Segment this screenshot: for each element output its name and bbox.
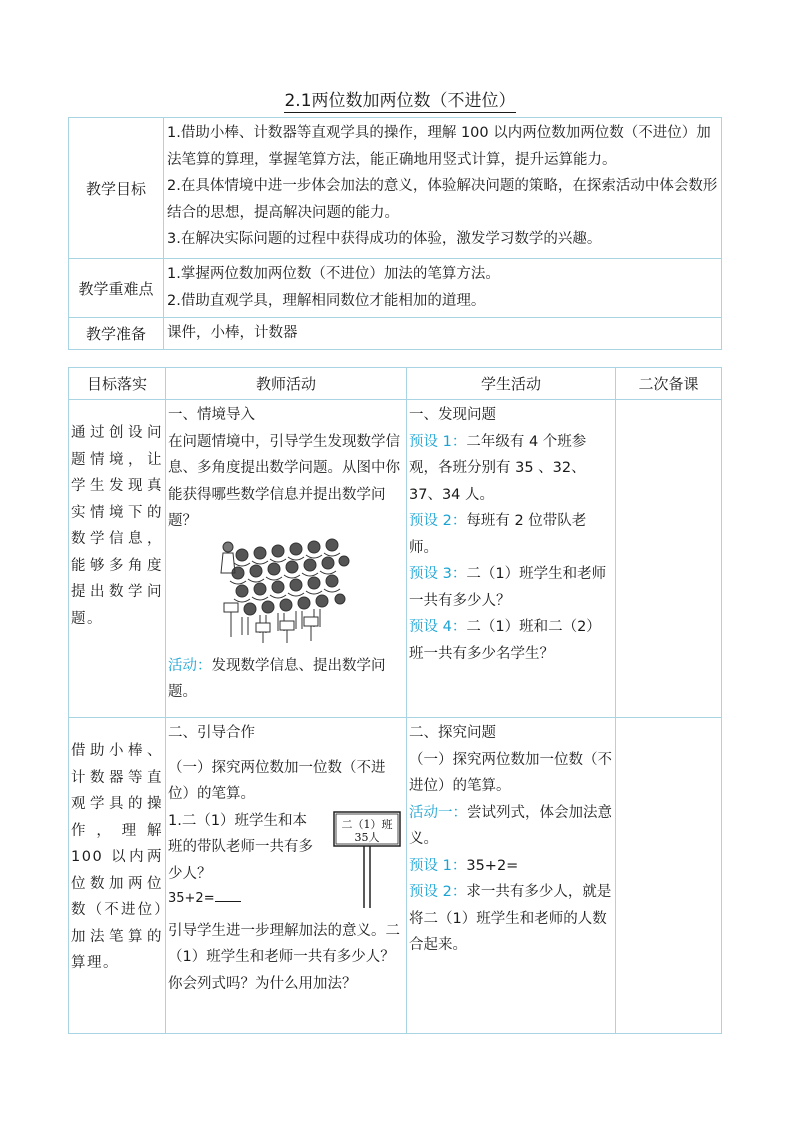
row2-student-preset-2 [409,879,613,959]
key-label: 教学重难点 [69,259,164,318]
class-sign-svg [322,808,404,918]
preset-label: 预设 2： [409,884,467,900]
row2-student-activity [409,800,613,853]
row2-goal [69,718,166,1034]
prep-content: 课件，小棒，计数器 [164,318,722,350]
goal-item: 2.在具体情境中进一步体会加法的意义，体验解决问题的策略，在探索活动中体会数形结合的思想，提高解决问题的能力。 [167,178,718,221]
row2-teacher-question: 1.二（1）班学生和本班的带队老师一共有多少人？ [168,812,313,882]
row1-teacher-title: 一、情境导入 [168,407,255,423]
activity-label: 活动： [168,657,212,674]
preset-label: 预设 4： [409,619,467,635]
row2-teacher-text: 引导学生进一步理解加法的意义。二（1）班学生和老师一共有多少人？你会列式吗？为什么用加法？ [168,922,400,992]
preset-label: 预设 1： [409,857,467,874]
row1-notes [616,400,722,718]
row1-goal [69,400,166,718]
goals-label: 教学目标 [69,118,164,259]
row2-goal-text: 借助小棒、计数器等直观学具的操作，理解 100 以内两位数加两位数（不进位）加法笔算的算理。 [71,743,163,971]
plan-table [68,117,722,350]
prep-label: 教学准备 [69,318,164,350]
row1-teacher [166,400,407,718]
formula-text: 35+2= [168,891,215,906]
page-title: 2.1两位数加两位数（不进位） [284,91,516,111]
header-student: 学生活动 [407,368,616,400]
row2-teacher-sub: （一）探究两位数加一位数（不进位）的笔算。 [168,759,386,802]
student-preset-2 [409,508,613,561]
student-preset-4 [409,614,613,667]
row2-student [407,718,616,1034]
row1-student-title: 一、发现问题 [409,407,496,423]
sign-line-2: 35人 [354,830,380,844]
preset-label: 预设 1： [409,433,467,450]
goal-item: 3.在解决实际问题的过程中获得成功的体验，激发学习数学的兴趣。 [167,231,602,247]
row2-student-title: 二、探究问题 [409,725,496,741]
header-teacher: 教师活动 [166,368,407,400]
sign-line-1: 二（1）班 [341,817,393,831]
row2-student-sub: （一）探究两位数加一位数（不进位）的笔算。 [409,751,612,794]
key-item: 2.借助直观学具，理解相同数位才能相加的道理。 [167,292,486,309]
student-preset-3 [409,561,613,614]
class-sign [322,808,404,918]
preset-text: 每班有 2 位带队老师。 [409,513,587,556]
key-content [164,259,722,318]
goals-content [164,118,722,259]
preset-text: 二年级有 4 个班参观，各班分别有 35 、32、37、34 人。 [409,433,587,503]
preset-text: 求一共有多少人，就是将二（1）班学生和老师的人数合起来。 [409,884,612,953]
process-table [68,367,722,1034]
class-visit-illustration [220,537,352,647]
preset-text: 二（1）班学生和老师一共有多少人？ [409,566,607,609]
answer-blank [215,887,241,902]
goal-item: 1.借助小棒、计数器等直观学具的操作，理解 100 以内两位数加两位数（不进位）加法笔算的算理，掌握笔算方法，能正确地用竖式计算，提升运算能力。 [167,125,711,168]
row2-notes [616,718,722,1034]
row1-teacher-activity [168,653,404,706]
row1-goal-text: 通过创设问题情境，让学生发现真实情境下的数学信息，能够多角度提出数学问题。 [71,425,163,627]
header-notes: 二次备课 [616,368,722,400]
student-preset-1 [409,429,613,509]
preset-text: 35+2= [466,857,519,874]
row1-teacher-text: 在问题情境中，引导学生发现数学信息、多角度提出数学问题。从图中你能获得哪些数学信息并提出数学问题？ [168,433,400,529]
header-goal: 目标落实 [69,368,166,400]
preset-label: 预设 3： [409,566,467,582]
preset-text: 二（1）班和二（2）班一共有多少名学生？ [409,619,601,662]
activity-label: 活动一： [409,804,467,821]
activity-text: 尝试列式，体会加法意义。 [409,804,612,847]
row2-teacher-title: 二、引导合作 [168,725,255,741]
row2-student-preset-1 [409,853,613,880]
row2-teacher [166,718,407,1034]
preset-label: 预设 2： [409,513,467,529]
key-item: 1.掌握两位数加两位数（不进位）加法的笔算方法。 [167,266,500,282]
activity-text: 发现数学信息、提出数学问题。 [168,657,386,700]
row1-student [407,400,616,718]
